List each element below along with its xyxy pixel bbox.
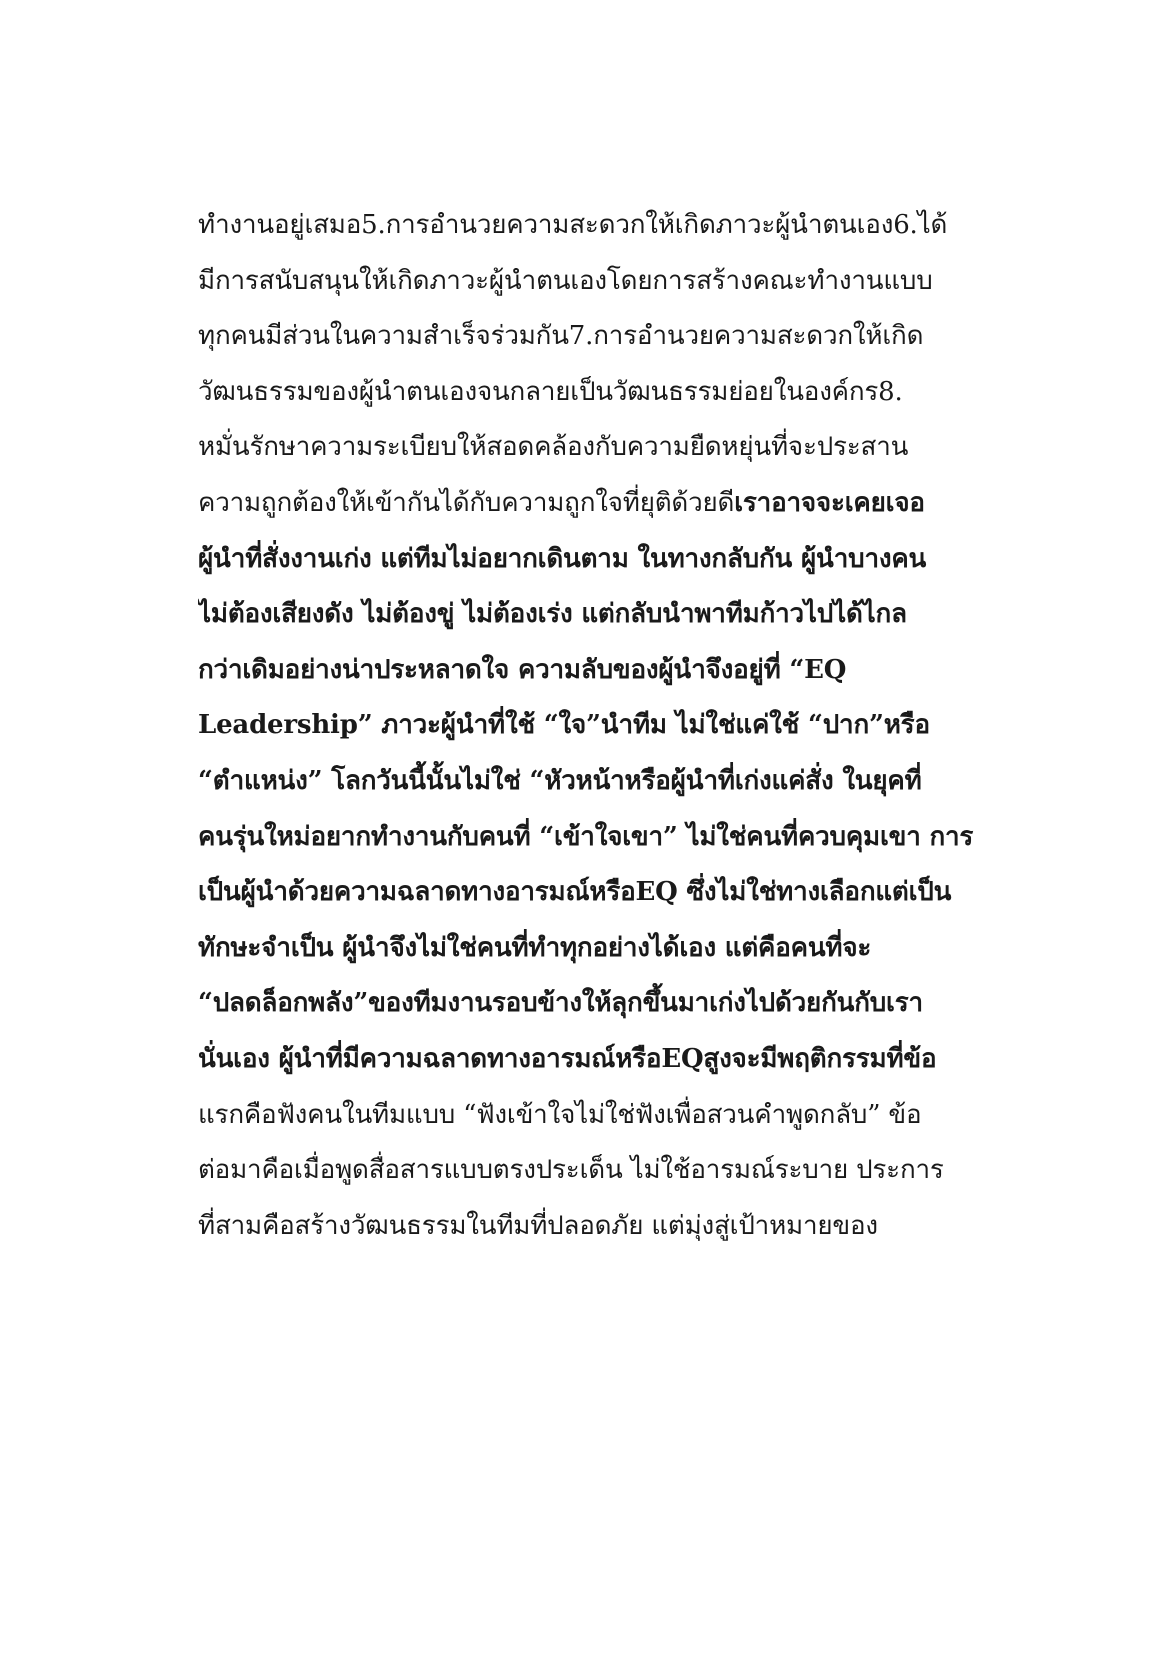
text-line: เป็นผู้นำด้วยความฉลาดทางอารมณ์หรือEQ ซึ่งไม่ใช่ทางเลือกแต่เป็น — [198, 877, 952, 908]
text-line: นั่นเอง ผู้นำที่มีความฉลาดทางอารมณ์หรือEQสูงจะมีพฤติกรรมที่ข้อ — [198, 1043, 937, 1074]
text-line-bold-part: เราอาจจะเคยเจอ — [734, 487, 925, 518]
text-line: “ตำแหน่ง” โลกวันนี้นั้นไม่ใช่ “หัวหน้าหรือผู้นำที่เก่งแค่สั่ง ในยุคที่ — [198, 765, 922, 796]
text-line: “ปลดล็อกพลัง”ของทีมงานรอบข้างให้ลุกขึ้นมาเก่งไปด้วยกันกับเรา — [198, 988, 923, 1019]
text-line: กว่าเดิมอย่างน่าประหลาดใจ ความลับของผู้นำจึงอยู่ที่ “EQ — [198, 654, 847, 685]
text-line-normal-part: ความถูกต้องให้เข้ากันได้กับความถูกใจที่ยุติด้วยดี — [198, 487, 735, 518]
text-line: ไม่ต้องเสียงดัง ไม่ต้องขู่ ไม่ต้องเร่ง แต่กลับนำพาทีมก้าวไปได้ไกล — [198, 599, 907, 630]
text-line: ทุกคนมีส่วนในความสำเร็จร่วมกัน7.การอำนวยความสะดวกให้เกิด — [198, 321, 924, 352]
text-line: วัฒนธรรมของผู้นำตนเองจนกลายเป็นวัฒนธรรมย่อยในองค์กร8. — [198, 376, 903, 407]
body-text — [198, 198, 978, 1254]
text-line: คนรุ่นใหม่อยากทำงานกับคนที่ “เข้าใจเขา” ไม่ใช่คนที่ควบคุมเขา การ — [198, 821, 974, 852]
text-line: แรกคือฟังคนในทีมแบบ “ฟังเข้าใจไม่ใช่ฟังเพื่อสวนคำพูดกลับ” ข้อ — [198, 1099, 922, 1130]
text-line: ต่อมาคือเมื่อพูดสื่อสารแบบตรงประเด็น ไม่ใช้อารมณ์ระบาย ประการ — [198, 1155, 944, 1186]
text-line: ทำงานอยู่เสมอ5.การอำนวยความสะดวกให้เกิดภาวะผู้นำตนเอง6.ได้ — [198, 210, 948, 240]
text-line: ทักษะจำเป็น ผู้นำจึงไม่ใช่คนที่ทำทุกอย่างได้เอง แต่คือคนที่จะ — [198, 932, 872, 963]
text-line: มีการสนับสนุนให้เกิดภาวะผู้นำตนเองโดยการสร้างคณะทำงานแบบ — [198, 265, 933, 296]
text-line: ผู้นำที่สั่งงานเก่ง แต่ทีมไม่อยากเดินตาม ในทางกลับกัน ผู้นำบางคน — [198, 543, 927, 574]
text-line: ที่สามคือสร้างวัฒนธรรมในทีมที่ปลอดภัย แต่มุ่งสู่เป้าหมายของ — [198, 1210, 878, 1241]
text-line: หมั่นรักษาความระเบียบให้สอดคล้องกับความยืดหยุ่นที่จะประสาน — [198, 432, 909, 463]
text-line: Leadership” ภาวะผู้นำที่ใช้ “ใจ”นำทีม ไม่ใช่แค่ใช้ “ปาก”หรือ — [198, 710, 930, 741]
text-line — [198, 476, 978, 532]
